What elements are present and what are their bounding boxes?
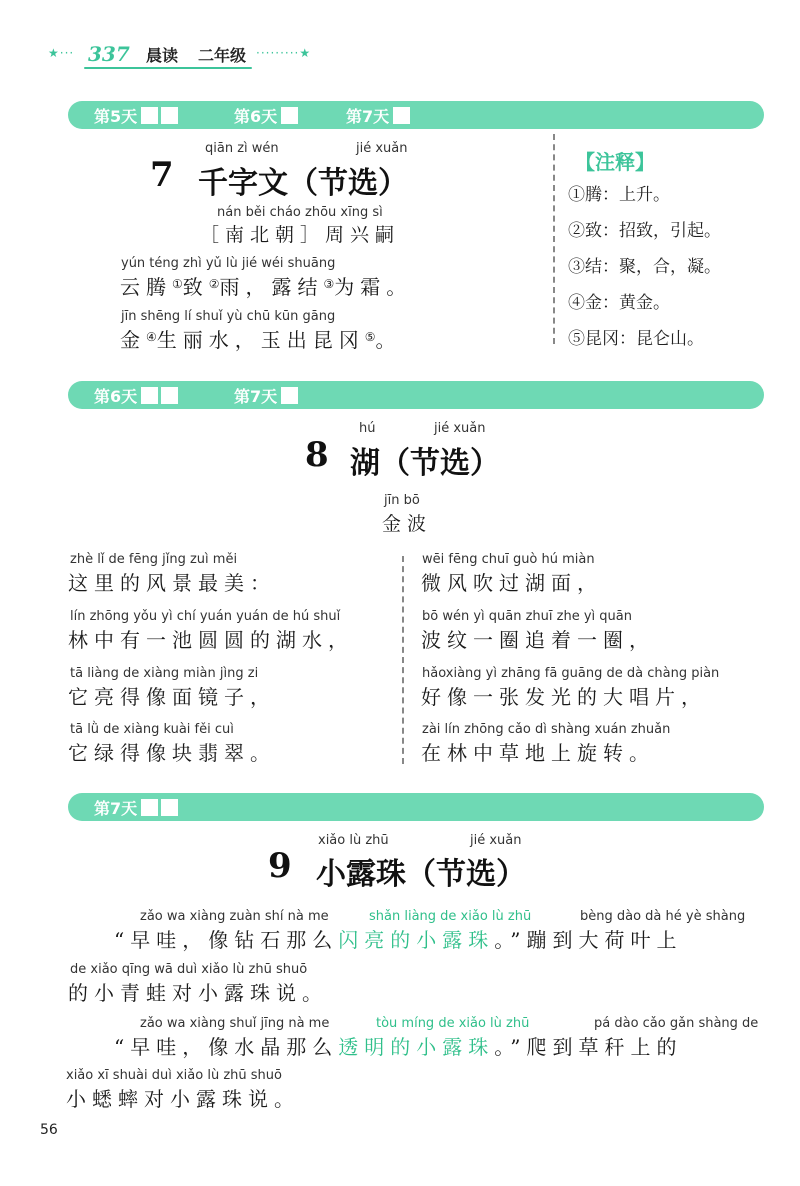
line-pinyin: zǎo wa xiàng zuàn shí nà me xyxy=(140,909,329,924)
day-bar-3 xyxy=(68,793,764,821)
text: 云腾 xyxy=(120,275,172,299)
author: 金波 xyxy=(382,513,433,535)
line-pinyin: hǎoxiàng yì zhāng fā guāng de dà chàng piàn xyxy=(422,666,720,681)
day-tag xyxy=(94,796,181,818)
line-pinyin: lín zhōng yǒu yì chí yuán yuán de hú shuǐ xyxy=(70,609,341,624)
text: 为霜。 xyxy=(334,275,413,299)
day-label: 第5天 xyxy=(94,106,138,126)
text: 雨，露结 xyxy=(219,275,324,299)
author-pinyin: jīn bō xyxy=(384,493,420,508)
poem-title-suffix: （节选） xyxy=(406,857,526,892)
poem-line: 微风吹过湖面， xyxy=(421,571,603,595)
day-label: 第7天 xyxy=(234,386,278,406)
notes-heading: 【注释】 xyxy=(575,150,655,174)
notes-divider xyxy=(553,134,555,344)
line-pinyin: pá dào cǎo gǎn shàng de xyxy=(594,1016,759,1031)
poem-line xyxy=(120,271,412,300)
checkbox[interactable] xyxy=(161,107,178,124)
checkbox[interactable] xyxy=(393,107,410,124)
footnote-marker: ② xyxy=(208,277,220,291)
poem-line: 它亮得像面镜子， xyxy=(68,685,276,709)
line-pinyin-highlight: shǎn liàng de xiǎo lù zhū xyxy=(369,909,532,924)
note-item: ③结：聚，合，凝。 xyxy=(568,257,721,277)
day-tag xyxy=(94,104,181,126)
line-pinyin: zài lín zhōng cǎo dì shàng xuán zhuǎn xyxy=(422,722,671,737)
line-pinyin: tā lǜ de xiàng kuài fěi cuì xyxy=(70,722,234,737)
poem-number: 7 xyxy=(150,155,174,195)
day-bar-1 xyxy=(68,101,764,129)
book-title: 晨读 xyxy=(146,46,179,65)
highlight-text: 透明的小露珠 xyxy=(338,1035,495,1059)
footnote-marker: ① xyxy=(172,277,183,291)
line-pinyin: tā liàng de xiàng miàn jìng zi xyxy=(70,666,259,681)
text: 。”蹦到大荷叶上 xyxy=(494,928,683,952)
poem-number: 9 xyxy=(268,846,292,886)
line-pinyin-highlight: tòu míng de xiǎo lù zhū xyxy=(376,1016,530,1031)
checkbox[interactable] xyxy=(141,107,158,124)
title-pinyin: jié xuǎn xyxy=(356,141,408,156)
day-label: 第7天 xyxy=(346,106,390,126)
note-item: ②致：招致，引起。 xyxy=(568,221,721,241)
page-number: 56 xyxy=(40,1122,58,1138)
poem-line: 林中有一池圆圆的湖水， xyxy=(68,628,354,652)
line-pinyin: wēi fēng chuī guò hú miàn xyxy=(422,552,595,567)
poem-line: 它绿得像块翡翠。 xyxy=(68,741,276,765)
line-pinyin: bō wén yì quān zhuī zhe yì quān xyxy=(422,609,632,624)
checkbox[interactable] xyxy=(161,387,178,404)
text: 致 xyxy=(182,275,209,299)
poem-line: 这里的风景最美： xyxy=(68,571,276,595)
note-item: ④金：黄金。 xyxy=(568,293,670,313)
day-label: 第6天 xyxy=(234,106,278,126)
grade-label: 二年级 xyxy=(198,46,247,65)
star-dots-right: ·········★ xyxy=(256,46,312,60)
star-dots-left: ★··· xyxy=(48,46,75,60)
line-pinyin: de xiǎo qīng wā duì xiǎo lù zhū shuō xyxy=(70,962,308,977)
page-header xyxy=(48,40,348,70)
day-tag xyxy=(94,384,181,406)
checkbox[interactable] xyxy=(281,387,298,404)
poem-title-text: 小露珠 xyxy=(316,857,406,892)
title-pinyin: jié xuǎn xyxy=(434,421,486,436)
poem-title-suffix: （节选） xyxy=(380,446,500,481)
note-item: ①腾：上升。 xyxy=(568,185,670,205)
title-pinyin: xiǎo lù zhū xyxy=(318,833,389,848)
prose-line: 小蟋蟀对小露珠说。 xyxy=(66,1087,300,1111)
day-tag xyxy=(234,384,301,406)
column-divider xyxy=(402,556,404,764)
line-pinyin: zǎo wa xiàng shuǐ jīng nà me xyxy=(140,1016,330,1031)
poem-title-text: 湖 xyxy=(350,446,380,481)
text: 。 xyxy=(375,328,402,352)
line-pinyin: bèng dào dà hé yè shàng xyxy=(580,909,746,924)
text: 生丽水，玉出昆冈 xyxy=(156,328,365,352)
day-label: 第7天 xyxy=(94,798,138,818)
author: ［南北朝］周兴嗣 xyxy=(200,224,401,246)
footnote-marker: ③ xyxy=(323,277,335,291)
poem-title xyxy=(350,438,500,482)
line-pinyin: xiǎo xī shuài duì xiǎo lù zhū shuō xyxy=(66,1068,282,1083)
checkbox[interactable] xyxy=(161,799,178,816)
line-pinyin: yún téng zhì yǔ lù jié wéi shuāng xyxy=(121,256,336,271)
poem-line: 波纹一圈追着一圈， xyxy=(421,628,655,652)
brand-underline xyxy=(84,67,252,69)
text: “早哇，像钻石那么 xyxy=(114,928,339,952)
prose-line xyxy=(114,1031,682,1060)
prose-line xyxy=(114,924,682,953)
title-pinyin: jié xuǎn xyxy=(470,833,522,848)
text: 金 xyxy=(120,328,146,352)
brand-logo: 337 xyxy=(88,42,130,66)
author-pinyin: nán běi cháo zhōu xīng sì xyxy=(217,205,383,220)
footnote-marker: ④ xyxy=(146,330,157,344)
day-label: 第6天 xyxy=(94,386,138,406)
text: “早哇，像水晶那么 xyxy=(114,1035,339,1059)
poem-title xyxy=(316,849,526,893)
checkbox[interactable] xyxy=(141,799,158,816)
day-tag xyxy=(346,104,413,126)
poem-title-text: 千字文 xyxy=(198,166,288,201)
title-pinyin: qiān zì wén xyxy=(205,141,279,156)
highlight-text: 闪亮的小露珠 xyxy=(338,928,495,952)
text: 。”爬到草秆上的 xyxy=(494,1035,683,1059)
title-pinyin: hú xyxy=(359,421,376,436)
footnote-marker: ⑤ xyxy=(364,330,376,344)
checkbox[interactable] xyxy=(281,107,298,124)
note-item: ⑤昆冈：昆仑山。 xyxy=(568,329,704,349)
day-tag xyxy=(234,104,301,126)
poem-title-suffix: （节选） xyxy=(288,166,408,201)
poem-line: 在林中草地上旋转。 xyxy=(421,741,655,765)
checkbox[interactable] xyxy=(141,387,158,404)
prose-line: 的小青蛙对小露珠说。 xyxy=(68,981,328,1005)
poem-title xyxy=(198,158,408,202)
poem-line xyxy=(120,324,402,353)
day-bar-2 xyxy=(68,381,764,409)
poem-line: 好像一张发光的大唱片， xyxy=(421,685,707,709)
line-pinyin: jīn shēng lí shuǐ yù chū kūn gāng xyxy=(121,309,336,324)
poem-number: 8 xyxy=(305,435,329,475)
line-pinyin: zhè lǐ de fēng jǐng zuì měi xyxy=(70,552,238,567)
